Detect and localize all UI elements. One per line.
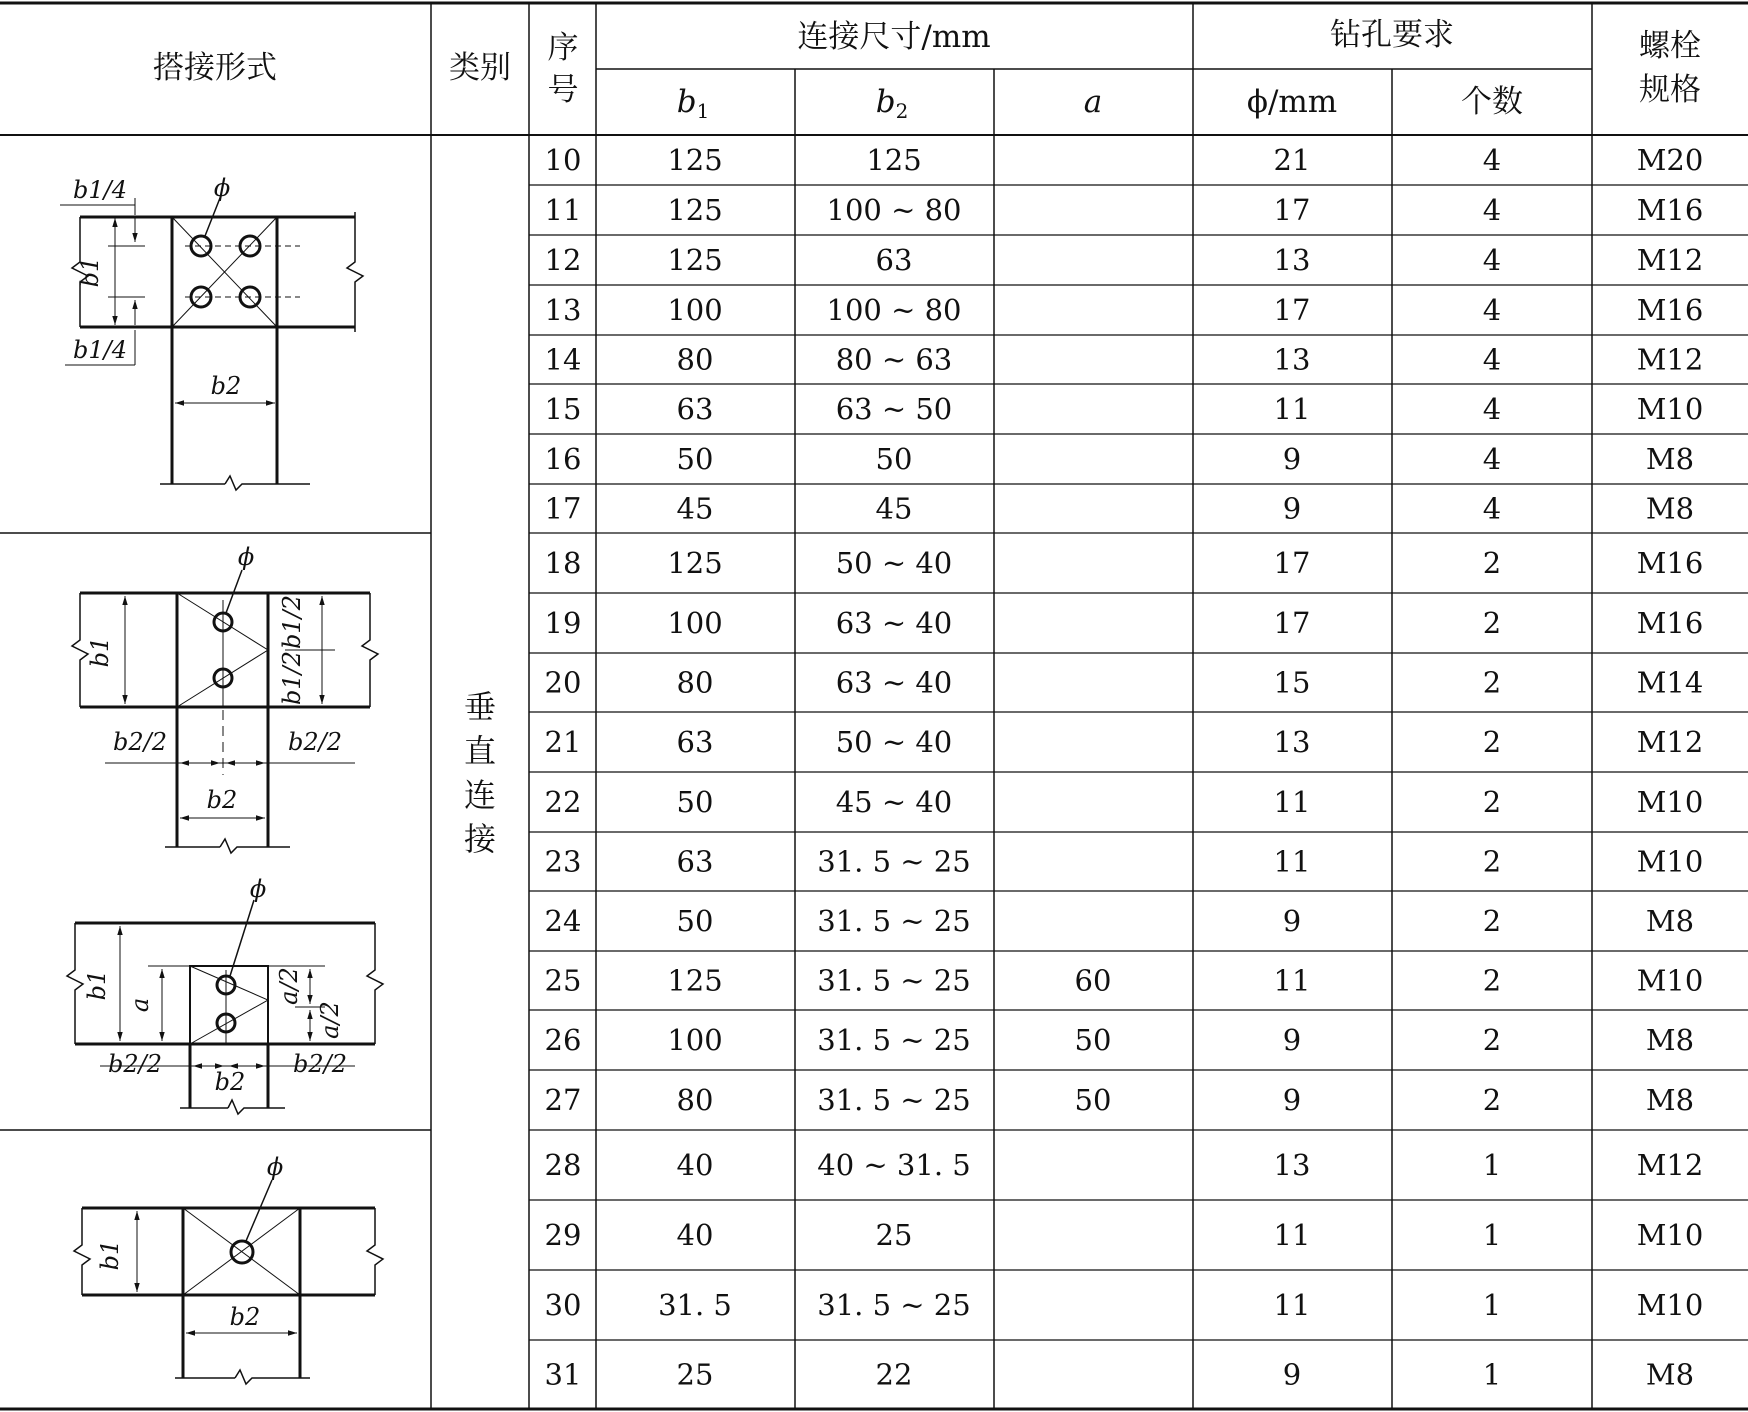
header-serial-no-1: 序 xyxy=(547,30,579,66)
table-row xyxy=(545,392,1704,426)
cell-b2: 125 xyxy=(866,143,922,177)
cell-count: 4 xyxy=(1482,342,1502,377)
d1-phi-label: ϕ xyxy=(213,174,231,202)
cell-b2: 80 ~ 63 xyxy=(835,342,953,377)
cell-bolt: M10 xyxy=(1636,844,1704,879)
cell-bolt: M10 xyxy=(1636,1288,1704,1322)
cell-no: 18 xyxy=(544,546,582,580)
cell-b1: 40 xyxy=(676,1148,714,1182)
d3-b2-label: b2 xyxy=(214,1068,246,1096)
d3-b1-label: b1 xyxy=(83,969,111,1001)
cell-count: 2 xyxy=(1482,904,1502,938)
cell-b2: 100 ~ 80 xyxy=(826,293,962,327)
d3-a-label: a xyxy=(126,997,154,1013)
table-row xyxy=(545,293,1704,327)
cell-b2: 50 ~ 40 xyxy=(835,546,953,580)
cell-phi: 9 xyxy=(1282,1083,1302,1117)
cell-b1: 31. 5 xyxy=(658,1288,732,1322)
table-row xyxy=(545,143,1704,177)
cell-b2: 31. 5 ~ 25 xyxy=(817,844,971,879)
d2-b2-half-right: b2/2 xyxy=(288,728,342,756)
cell-phi: 11 xyxy=(1273,844,1311,879)
cell-phi: 11 xyxy=(1273,785,1311,819)
header-count: 个数 xyxy=(1461,84,1523,120)
cell-phi: 13 xyxy=(1273,1148,1311,1182)
cell-b2: 31. 5 ~ 25 xyxy=(817,1023,971,1057)
cell-phi: 9 xyxy=(1282,491,1302,526)
cell-no: 10 xyxy=(544,143,582,177)
cell-bolt: M8 xyxy=(1645,1083,1695,1117)
cell-phi: 17 xyxy=(1273,606,1311,640)
cell-no: 13 xyxy=(544,293,582,327)
table-row xyxy=(545,442,1695,476)
cell-b2: 63 ~ 40 xyxy=(835,606,953,640)
cell-b2: 63 ~ 50 xyxy=(835,392,953,426)
cell-bolt: M10 xyxy=(1636,1218,1704,1252)
table-row xyxy=(545,666,1704,700)
cell-b2: 22 xyxy=(875,1357,913,1392)
table-row xyxy=(545,725,1704,759)
cell-no: 25 xyxy=(544,963,582,998)
cell-count: 2 xyxy=(1482,963,1502,998)
cell-b1: 100 xyxy=(667,293,723,327)
cell-bolt: M14 xyxy=(1636,665,1704,700)
cell-no: 12 xyxy=(544,243,582,277)
d1-b1-quarter-top: b1/4 xyxy=(73,176,127,204)
header-phi-mm: ϕ/mm xyxy=(1246,84,1338,120)
cell-no: 27 xyxy=(544,1083,582,1117)
cell-b1: 63 xyxy=(676,844,714,879)
table-row xyxy=(545,1288,1704,1322)
table-row xyxy=(545,606,1704,640)
cell-b2: 31. 5 ~ 25 xyxy=(817,963,971,998)
cell-b1: 125 xyxy=(667,243,723,277)
cell-phi: 11 xyxy=(1273,392,1311,426)
header-b2: b2 xyxy=(875,84,909,123)
table-row xyxy=(545,1358,1695,1392)
table-row xyxy=(545,904,1695,938)
cell-b2: 45 xyxy=(875,491,913,526)
header-category: 类别 xyxy=(449,50,511,86)
d2-phi-label: ϕ xyxy=(237,543,255,571)
cell-a: 50 xyxy=(1074,1023,1112,1057)
cell-no: 24 xyxy=(544,904,582,938)
cell-count: 2 xyxy=(1482,725,1502,759)
cell-count: 4 xyxy=(1482,442,1502,476)
cell-b2: 40 ~ 31. 5 xyxy=(817,1148,971,1182)
cell-count: 1 xyxy=(1482,1218,1502,1252)
cell-phi: 15 xyxy=(1273,665,1311,700)
cell-bolt: M8 xyxy=(1645,491,1695,526)
cell-b1: 80 xyxy=(676,1083,714,1117)
cell-no: 23 xyxy=(544,844,582,879)
category-char-2: 直 xyxy=(463,732,497,770)
cell-no: 29 xyxy=(544,1218,582,1252)
cell-count: 4 xyxy=(1482,392,1502,426)
diagram-single-bolt xyxy=(74,1180,383,1384)
cell-no: 22 xyxy=(544,785,582,819)
cell-b1: 125 xyxy=(667,546,723,580)
table-row xyxy=(545,546,1704,580)
d2-b2-half-left: b2/2 xyxy=(113,728,167,756)
header-a: a xyxy=(1083,84,1103,120)
cell-no: 26 xyxy=(544,1023,582,1057)
header-serial-no-2: 号 xyxy=(547,72,579,108)
cell-b1: 25 xyxy=(676,1357,714,1392)
diagram-two-bolt-offset-labels xyxy=(83,875,347,1096)
table-row xyxy=(545,1148,1704,1182)
cell-b2: 63 xyxy=(875,243,913,277)
header-connection-size: 连接尺寸/mm xyxy=(797,19,991,55)
cell-count: 2 xyxy=(1482,546,1502,580)
cell-b1: 100 xyxy=(667,606,723,640)
category-char-3: 连 xyxy=(463,776,497,814)
d2-b2-label: b2 xyxy=(206,786,238,814)
cell-bolt: M12 xyxy=(1636,725,1704,759)
cell-b2: 31. 5 ~ 25 xyxy=(817,1083,971,1117)
cell-no: 28 xyxy=(544,1148,582,1182)
cell-b1: 40 xyxy=(676,1218,714,1252)
cell-count: 4 xyxy=(1482,293,1502,327)
table-row xyxy=(545,785,1704,819)
cell-b1: 125 xyxy=(667,963,723,998)
d4-b1-label: b1 xyxy=(96,1239,124,1271)
cell-count: 2 xyxy=(1482,1023,1502,1057)
cell-b2: 45 ~ 40 xyxy=(835,785,953,819)
cell-bolt: M10 xyxy=(1636,785,1704,819)
cell-bolt: M16 xyxy=(1636,546,1704,580)
cell-no: 19 xyxy=(544,606,582,640)
cell-b2: 31. 5 ~ 25 xyxy=(817,904,971,938)
d4-b2-label: b2 xyxy=(229,1303,261,1331)
table-row xyxy=(545,193,1704,227)
cell-b1: 50 xyxy=(676,785,714,819)
cell-no: 11 xyxy=(544,193,582,227)
cell-no: 16 xyxy=(544,442,582,476)
d2-b1-half-top: b1/2 xyxy=(278,595,306,649)
cell-count: 2 xyxy=(1482,785,1502,819)
category-char-4: 接 xyxy=(463,820,497,858)
cell-no: 31 xyxy=(544,1357,582,1392)
cell-no: 21 xyxy=(544,725,582,759)
category-char-1: 垂 xyxy=(463,688,497,726)
cell-b2: 25 xyxy=(875,1218,913,1252)
cell-phi: 17 xyxy=(1273,293,1311,327)
cell-no: 14 xyxy=(544,342,582,377)
cell-bolt: M10 xyxy=(1636,963,1704,998)
cell-count: 4 xyxy=(1482,491,1502,526)
cell-phi: 11 xyxy=(1273,1288,1311,1322)
table-row xyxy=(545,492,1695,526)
cell-count: 4 xyxy=(1482,193,1502,227)
cell-b1: 125 xyxy=(667,143,723,177)
cell-no: 15 xyxy=(544,392,582,426)
d4-phi-label: ϕ xyxy=(266,1153,284,1181)
d3-phi-label: ϕ xyxy=(249,875,267,903)
cell-count: 1 xyxy=(1482,1148,1502,1182)
cell-b1: 80 xyxy=(676,342,714,377)
table-row xyxy=(545,1083,1695,1117)
cell-phi: 13 xyxy=(1273,725,1311,759)
d1-b2-label: b2 xyxy=(210,372,242,400)
cell-bolt: M16 xyxy=(1636,606,1704,640)
cell-no: 30 xyxy=(544,1288,582,1322)
cell-no: 17 xyxy=(544,491,582,526)
header-lap-form: 搭接形式 xyxy=(153,50,277,86)
cell-phi: 9 xyxy=(1282,442,1302,476)
cell-bolt: M12 xyxy=(1636,243,1704,277)
table-row xyxy=(545,964,1704,998)
cell-count: 1 xyxy=(1482,1357,1502,1392)
table-row xyxy=(545,243,1704,277)
cell-a: 50 xyxy=(1074,1083,1112,1117)
cell-phi: 9 xyxy=(1282,1023,1302,1057)
cell-b2: 50 ~ 40 xyxy=(835,725,953,759)
cell-phi: 9 xyxy=(1282,1357,1302,1392)
cell-b1: 50 xyxy=(676,904,714,938)
table-row xyxy=(545,1218,1704,1252)
cell-bolt: M8 xyxy=(1645,904,1695,938)
d3-b2-half-right: b2/2 xyxy=(293,1050,347,1078)
cell-count: 1 xyxy=(1482,1288,1502,1322)
cell-b1: 125 xyxy=(667,193,723,227)
cell-b2: 50 xyxy=(875,442,913,476)
d3-a-half-bottom: a/2 xyxy=(316,1001,344,1039)
cell-bolt: M8 xyxy=(1645,442,1695,476)
cell-count: 2 xyxy=(1482,1083,1502,1117)
cell-b1: 80 xyxy=(676,665,714,700)
data-cells xyxy=(545,143,1704,1392)
table-row xyxy=(545,1023,1695,1057)
d3-a-half-top: a/2 xyxy=(275,967,303,1005)
table-row xyxy=(545,845,1704,879)
cell-phi: 17 xyxy=(1273,193,1311,227)
cell-phi: 13 xyxy=(1273,342,1311,377)
cell-bolt: M16 xyxy=(1636,293,1704,327)
cell-phi: 9 xyxy=(1282,904,1302,938)
cell-b1: 63 xyxy=(676,392,714,426)
cell-a: 60 xyxy=(1074,963,1112,998)
d3-b2-half-left: b2/2 xyxy=(108,1050,162,1078)
header-bolt-spec-2: 规格 xyxy=(1639,72,1701,108)
d2-b1-half-bottom: b1/2 xyxy=(278,651,306,705)
cell-bolt: M8 xyxy=(1645,1023,1695,1057)
header-b1: b1 xyxy=(676,84,710,123)
table-row xyxy=(545,343,1704,377)
cell-count: 4 xyxy=(1482,243,1502,277)
cell-b2: 63 ~ 40 xyxy=(835,665,953,700)
cell-b1: 45 xyxy=(676,491,714,526)
cell-phi: 21 xyxy=(1273,143,1311,177)
cell-bolt: M12 xyxy=(1636,342,1704,377)
cell-phi: 17 xyxy=(1273,546,1311,580)
cell-phi: 11 xyxy=(1273,1218,1311,1252)
cell-bolt: M16 xyxy=(1636,193,1704,227)
cell-phi: 11 xyxy=(1273,963,1311,998)
header-bolt-spec-1: 螺栓 xyxy=(1639,28,1701,64)
cell-bolt: M12 xyxy=(1636,1148,1704,1182)
cell-no: 20 xyxy=(544,665,582,700)
cell-bolt: M8 xyxy=(1645,1357,1695,1392)
cell-count: 2 xyxy=(1482,844,1502,879)
cell-phi: 13 xyxy=(1273,243,1311,277)
d2-b1-label: b1 xyxy=(86,636,114,668)
cell-count: 4 xyxy=(1482,143,1502,177)
cell-b1: 100 xyxy=(667,1023,723,1057)
cell-b1: 50 xyxy=(676,442,714,476)
cell-b2: 100 ~ 80 xyxy=(826,193,962,227)
cell-count: 2 xyxy=(1482,665,1502,700)
d1-b1-label: b1 xyxy=(76,256,104,288)
d1-b1-quarter-bottom: b1/4 xyxy=(73,336,127,364)
cell-count: 2 xyxy=(1482,606,1502,640)
category-label xyxy=(464,688,497,858)
cell-b1: 63 xyxy=(676,725,714,759)
cell-b2: 31. 5 ~ 25 xyxy=(817,1288,971,1322)
header-drilling: 钻孔要求 xyxy=(1330,17,1454,53)
cell-bolt: M10 xyxy=(1636,392,1704,426)
cell-bolt: M20 xyxy=(1636,143,1704,177)
